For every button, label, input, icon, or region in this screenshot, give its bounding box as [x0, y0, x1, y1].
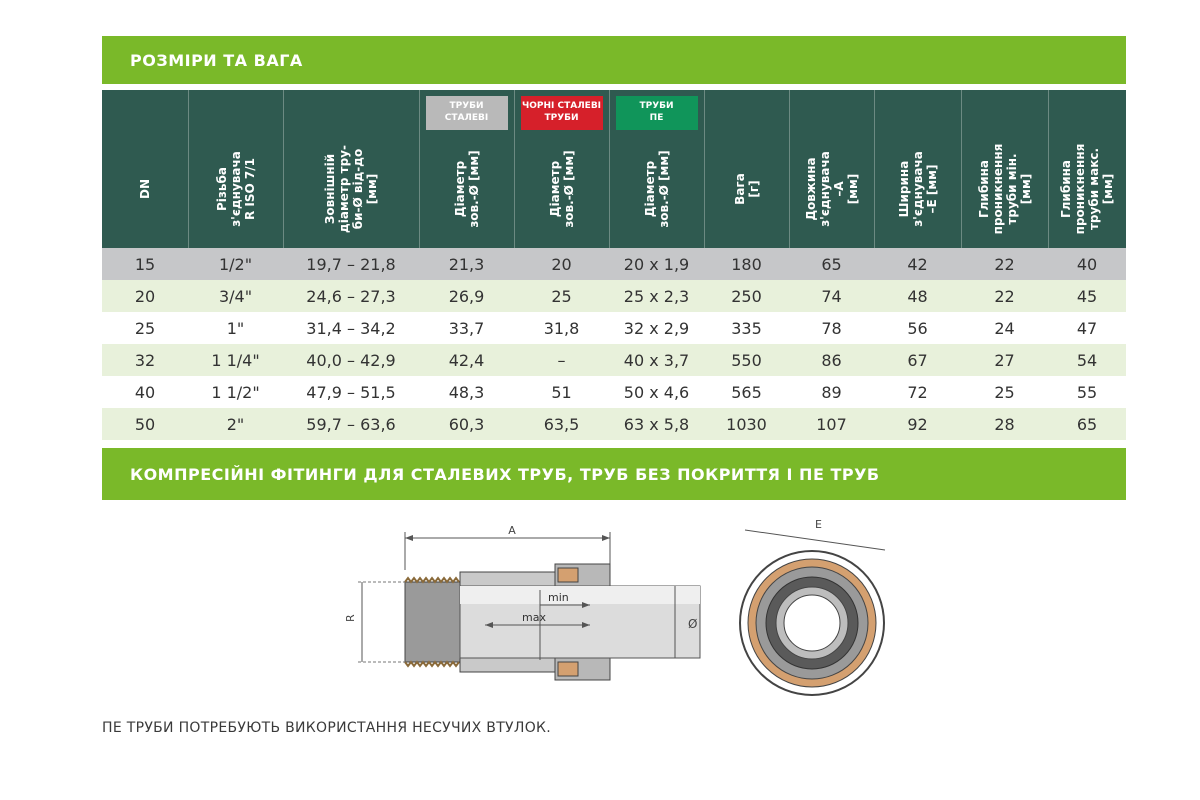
- table-cell: 42: [874, 248, 961, 280]
- table-cell: 48,3: [419, 376, 514, 408]
- pe-pipes-tag: ТРУБИ ПЕ: [616, 96, 698, 130]
- table-cell: 20: [514, 248, 609, 280]
- table-cell: 25: [514, 280, 609, 312]
- table-cell: 72: [874, 376, 961, 408]
- dimensions-table: [102, 90, 1126, 440]
- table-cell: 78: [789, 312, 874, 344]
- column-header: [514, 130, 609, 248]
- column-header-row: [102, 130, 1126, 248]
- fittings-title-text: КОМПРЕСІЙНІ ФІТИНГИ ДЛЯ СТАЛЕВИХ ТРУБ, ТРУБ БЕЗ ПОКРИТТЯ І ПЕ ТРУБ: [130, 464, 880, 484]
- table-cell: 15: [102, 248, 188, 280]
- table-cell: 60,3: [419, 408, 514, 440]
- table-cell: 32: [102, 344, 188, 376]
- column-header-label: Довжина з'єднувача –А [мм]: [803, 151, 860, 227]
- table-cell: 47,9 – 51,5: [283, 376, 419, 408]
- table-row: [102, 344, 1126, 376]
- table-cell: 21,3: [419, 248, 514, 280]
- table-cell: 67: [874, 344, 961, 376]
- table-cell: 335: [704, 312, 789, 344]
- column-header-label: Глибина проникнення труби макс. [мм]: [1059, 143, 1116, 235]
- group-cell-empty: [874, 90, 961, 130]
- table-cell: 55: [1048, 376, 1126, 408]
- black-steel-pipes-tag: ЧОРНІ СТАЛЕВІ ТРУБИ: [521, 96, 603, 130]
- column-header: [283, 130, 419, 248]
- column-header: [789, 130, 874, 248]
- table-cell: 63,5: [514, 408, 609, 440]
- table-cell: 40,0 – 42,9: [283, 344, 419, 376]
- table-cell: –: [514, 344, 609, 376]
- steel-pipes-tag: ТРУБИ СТАЛЕВІ: [426, 96, 508, 130]
- column-header-label: Різьба з'єднувача R ISO 7/1: [214, 151, 257, 227]
- table-cell: 86: [789, 344, 874, 376]
- table-cell: 25: [961, 376, 1048, 408]
- table-cell: 33,7: [419, 312, 514, 344]
- group-cell-empty: [283, 90, 419, 130]
- table-cell: 25: [102, 312, 188, 344]
- column-header: [1048, 130, 1126, 248]
- table-cell: 42,4: [419, 344, 514, 376]
- table-cell: 27: [961, 344, 1048, 376]
- table-cell: 1 1/2": [188, 376, 283, 408]
- group-cell-empty: [102, 90, 188, 130]
- group-header-row: [102, 90, 1126, 130]
- table-cell: 89: [789, 376, 874, 408]
- table-cell: 47: [1048, 312, 1126, 344]
- table-cell: 65: [789, 248, 874, 280]
- fittings-section-title: [102, 448, 1126, 500]
- table-cell: 40 x 3,7: [609, 344, 704, 376]
- table-cell: 28: [961, 408, 1048, 440]
- column-header-label: Діаметр зов.-Ø [мм]: [547, 150, 576, 228]
- table-cell: 250: [704, 280, 789, 312]
- fitting-drawing: [330, 510, 910, 700]
- table-cell: 25 x 2,3: [609, 280, 704, 312]
- group-cell-empty: [704, 90, 789, 130]
- column-header: [961, 130, 1048, 248]
- table-cell: 24: [961, 312, 1048, 344]
- sizes-title-text: РОЗМІРИ ТА ВАГА: [130, 50, 303, 70]
- table-cell: 180: [704, 248, 789, 280]
- table-cell: 45: [1048, 280, 1126, 312]
- column-header: [704, 130, 789, 248]
- table-cell: 74: [789, 280, 874, 312]
- fitting-front-view: [740, 518, 885, 695]
- table-cell: 2": [188, 408, 283, 440]
- column-header-label: Зовнішній діаметр тру- би-Ø від-до [мм]: [323, 145, 379, 233]
- group-cell-black-steel: [514, 90, 609, 130]
- table-row: [102, 312, 1126, 344]
- table-cell: 59,7 – 63,6: [283, 408, 419, 440]
- group-cell-pe: [609, 90, 704, 130]
- group-cell-empty: [961, 90, 1048, 130]
- table-row: [102, 408, 1126, 440]
- dimension-min-label: min: [548, 591, 569, 604]
- pe-pipes-note: ПЕ ТРУБИ ПОТРЕБУЮТЬ ВИКОРИСТАННЯ НЕСУЧИХ ВТУЛОК.: [102, 720, 552, 736]
- table-cell: 22: [961, 248, 1048, 280]
- table-cell: 22: [961, 280, 1048, 312]
- table-cell: 565: [704, 376, 789, 408]
- column-header: [609, 130, 704, 248]
- table-cell: 107: [789, 408, 874, 440]
- table-row: [102, 376, 1126, 408]
- group-cell-empty: [1048, 90, 1126, 130]
- sizes-section-title: [102, 36, 1126, 84]
- column-header: [874, 130, 961, 248]
- table-cell: 1030: [704, 408, 789, 440]
- table-cell: 550: [704, 344, 789, 376]
- column-header: [102, 130, 188, 248]
- table-cell: 40: [1048, 248, 1126, 280]
- table-cell: 19,7 – 21,8: [283, 248, 419, 280]
- table-cell: 48: [874, 280, 961, 312]
- column-header-label: DN: [137, 178, 152, 200]
- table-cell: 92: [874, 408, 961, 440]
- dimension-r-label: R: [344, 614, 357, 622]
- table-row: [102, 248, 1126, 280]
- table-cell: 1 1/4": [188, 344, 283, 376]
- dimension-e-label: E: [815, 518, 822, 531]
- fitting-side-view: [344, 524, 700, 680]
- group-cell-steel: [419, 90, 514, 130]
- table-cell: 31,8: [514, 312, 609, 344]
- table-cell: 51: [514, 376, 609, 408]
- table-cell: 63 x 5,8: [609, 408, 704, 440]
- table-cell: 31,4 – 34,2: [283, 312, 419, 344]
- table-cell: 24,6 – 27,3: [283, 280, 419, 312]
- table-cell: 50: [102, 408, 188, 440]
- table-cell: 40: [102, 376, 188, 408]
- column-header-label: Діаметр зов.-Ø [мм]: [642, 150, 671, 228]
- dimension-diameter-label: Ø: [688, 617, 698, 631]
- table-cell: 54: [1048, 344, 1126, 376]
- column-header-label: Ширина з'єднувача –Е [мм]: [896, 151, 939, 227]
- column-header: [419, 130, 514, 248]
- column-header-label: Вага [г]: [732, 173, 761, 205]
- table-row: [102, 280, 1126, 312]
- table-cell: 1": [188, 312, 283, 344]
- column-header-label: Глибина проникнення труби мін. [мм]: [976, 143, 1033, 235]
- table-cell: 26,9: [419, 280, 514, 312]
- column-header-label: Діаметр зов.-Ø [мм]: [452, 150, 481, 228]
- table-cell: 32 x 2,9: [609, 312, 704, 344]
- dimension-max-label: max: [522, 611, 546, 624]
- group-cell-empty: [789, 90, 874, 130]
- group-cell-empty: [188, 90, 283, 130]
- table-cell: 56: [874, 312, 961, 344]
- table-cell: 20: [102, 280, 188, 312]
- dimension-a-label: A: [508, 524, 516, 537]
- table-cell: 3/4": [188, 280, 283, 312]
- table-cell: 20 x 1,9: [609, 248, 704, 280]
- table-cell: 1/2": [188, 248, 283, 280]
- table-cell: 65: [1048, 408, 1126, 440]
- column-header: [188, 130, 283, 248]
- table-cell: 50 x 4,6: [609, 376, 704, 408]
